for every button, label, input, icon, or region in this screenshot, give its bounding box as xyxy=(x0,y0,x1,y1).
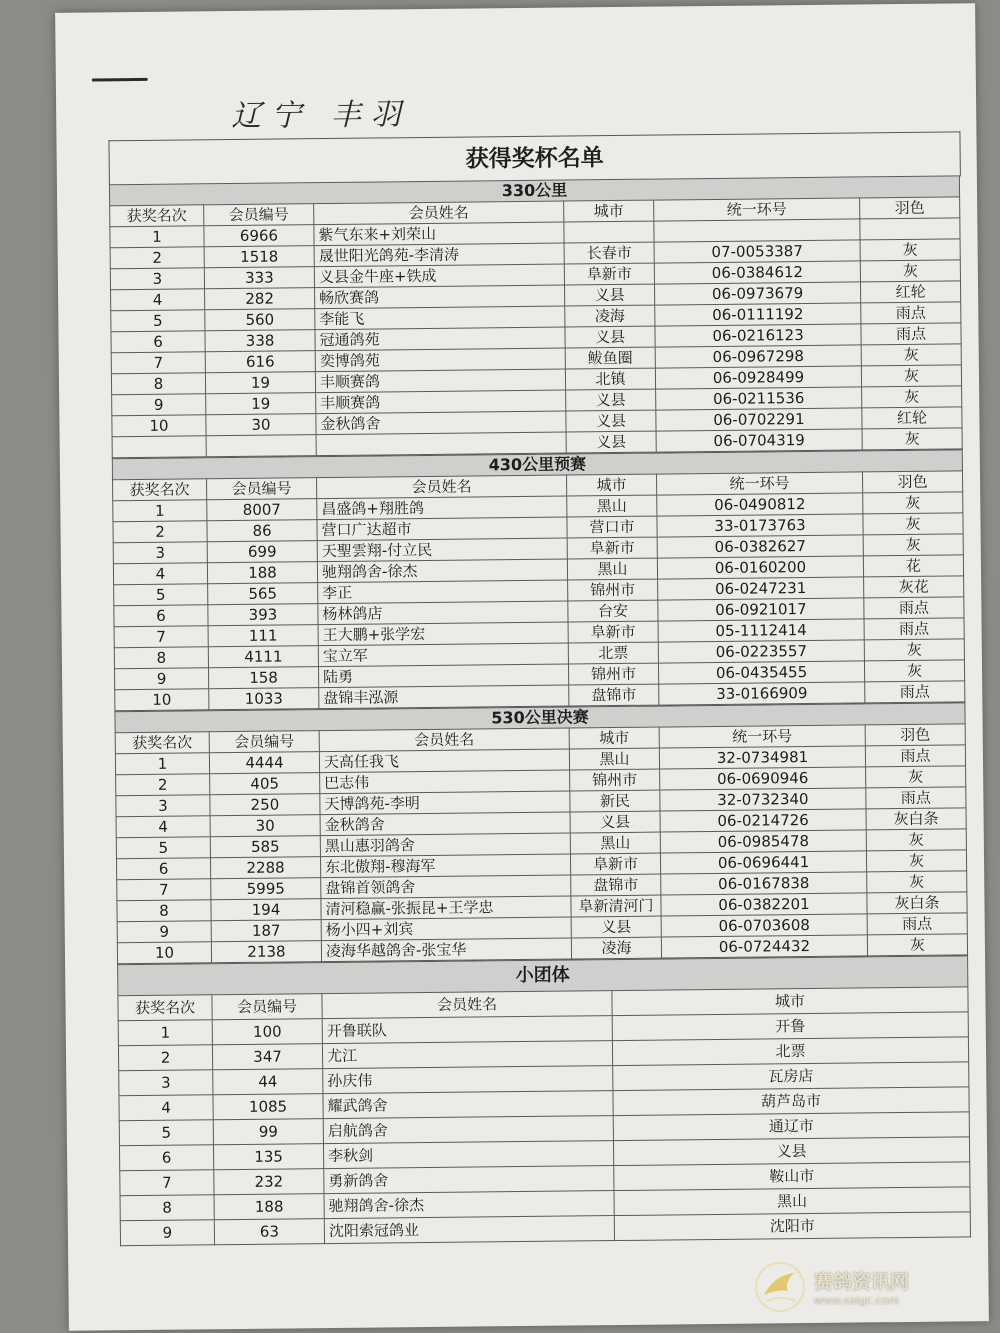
member-no-cell: 86 xyxy=(207,520,317,542)
column-header-ring-no: 统一环号 xyxy=(656,472,862,495)
ring-no-cell: 32-0732340 xyxy=(660,788,866,811)
rank-cell: 3 xyxy=(113,542,207,564)
small-team-table xyxy=(117,955,971,1246)
ring-no-cell: 32-0734981 xyxy=(659,746,865,769)
rank-cell: 10 xyxy=(115,689,209,711)
city-cell: 北镇 xyxy=(565,368,655,390)
color-cell: 灰 xyxy=(866,766,966,788)
color-cell: 雨点 xyxy=(865,681,965,703)
column-header-member-no: 会员编号 xyxy=(209,731,319,753)
color-cell: 灰 xyxy=(864,660,964,682)
member-no-cell: 4111 xyxy=(208,646,318,668)
city-cell: 黑山 xyxy=(614,1187,970,1216)
color-cell: 灰 xyxy=(863,492,963,514)
member-no-cell: 194 xyxy=(211,899,321,921)
city-cell: 黑山 xyxy=(570,832,660,854)
color-cell: 红轮 xyxy=(860,281,960,303)
member-name-cell: 李秋剑 xyxy=(323,1141,613,1169)
member-no-cell: 100 xyxy=(212,1019,322,1045)
member-name-cell: 杨林鸽店 xyxy=(318,601,568,625)
pigeon-logo-icon xyxy=(754,1261,806,1313)
city-cell: 锦州市 xyxy=(570,769,660,791)
member-name-cell: 天高任我飞 xyxy=(319,749,569,773)
column-header-color: 羽色 xyxy=(860,197,960,219)
city-cell: 阜新市 xyxy=(564,263,654,285)
member-name-cell: 王大鹏+张学宏 xyxy=(318,622,568,646)
ring-no-cell: 06-0724432 xyxy=(661,935,867,958)
city-cell: 黑山 xyxy=(567,558,657,580)
city-cell: 义县 xyxy=(566,389,656,411)
column-header-city: 城市 xyxy=(612,987,968,1016)
member-name-cell: 金秋鸽舍 xyxy=(316,411,566,435)
member-no-cell: 585 xyxy=(210,836,320,858)
member-no-cell: 250 xyxy=(210,794,320,816)
rank-cell: 4 xyxy=(116,816,210,838)
member-name-cell: 紫气东来+刘荣山 xyxy=(314,222,564,246)
member-name-cell: 耀武鸽舍 xyxy=(323,1091,613,1119)
color-cell: 花 xyxy=(863,555,963,577)
member-no-cell: 333 xyxy=(204,267,314,289)
member-name-cell: 宝立军 xyxy=(318,643,568,667)
color-cell: 雨点 xyxy=(861,302,961,324)
rank-cell: 8 xyxy=(117,900,211,922)
city-cell: 义县 xyxy=(613,1137,969,1166)
color-cell: 雨点 xyxy=(865,745,965,767)
member-no-cell: 188 xyxy=(207,562,317,584)
column-header-color: 羽色 xyxy=(862,471,962,493)
ring-no-cell: 07-0053387 xyxy=(654,240,860,263)
ring-no-cell: 06-0985478 xyxy=(660,830,866,853)
ring-no-cell: 06-0928499 xyxy=(655,366,861,389)
section-table xyxy=(114,702,968,964)
column-header-rank: 获奖名次 xyxy=(115,732,209,754)
column-header-member-name: 会员姓名 xyxy=(322,991,612,1019)
member-no-cell: 2288 xyxy=(210,857,320,879)
member-no-cell: 560 xyxy=(205,309,315,331)
member-name-cell: 李能飞 xyxy=(315,306,565,330)
member-name-cell: 晟世阳光鸽苑-李清涛 xyxy=(314,243,564,267)
ring-no-cell: 06-0160200 xyxy=(657,556,863,579)
column-header-rank: 获奖名次 xyxy=(110,205,204,227)
column-header-member-name: 会员姓名 xyxy=(317,475,567,499)
color-cell: 雨点 xyxy=(867,913,967,935)
city-cell: 盘锦市 xyxy=(571,874,661,896)
city-cell: 义县 xyxy=(566,410,656,432)
member-no-cell: 1518 xyxy=(204,246,314,268)
member-no-cell: 2138 xyxy=(211,941,321,963)
color-cell: 灰 xyxy=(864,639,964,661)
city-cell: 阜新清河门 xyxy=(571,895,661,917)
member-no-cell xyxy=(206,435,316,457)
column-header-ring-no: 统一环号 xyxy=(654,198,860,221)
ring-no-cell xyxy=(654,219,860,242)
member-no-cell: 1085 xyxy=(213,1094,323,1120)
member-no-cell: 8007 xyxy=(207,499,317,521)
column-header-ring-no: 统一环号 xyxy=(659,725,865,748)
column-header-member-name: 会员姓名 xyxy=(319,728,569,752)
rank-cell: 5 xyxy=(114,584,208,606)
member-name-cell: 营口广达超市 xyxy=(317,517,567,541)
rank-cell: 2 xyxy=(118,1045,212,1071)
rank-cell: 8 xyxy=(114,647,208,669)
member-name-cell: 驰翔鸽舍-徐杰 xyxy=(317,559,567,583)
city-cell: 新民 xyxy=(570,790,660,812)
rank-cell: 5 xyxy=(111,310,205,332)
member-name-cell: 巴志伟 xyxy=(320,770,570,794)
city-cell: 凌海 xyxy=(571,937,661,959)
member-no-cell: 405 xyxy=(210,773,320,795)
ring-no-cell: 06-0223557 xyxy=(658,640,864,663)
member-no-cell: 232 xyxy=(214,1169,324,1195)
member-name-cell: 孙庆伟 xyxy=(323,1066,613,1094)
rank-cell: 9 xyxy=(117,921,211,943)
rank-cell: 7 xyxy=(120,1170,214,1196)
rank-cell: 10 xyxy=(112,415,206,437)
member-name-cell: 勇新鸽舍 xyxy=(324,1166,614,1194)
rank-cell: 1 xyxy=(115,753,209,775)
rank-cell: 4 xyxy=(111,289,205,311)
city-cell: 营口市 xyxy=(567,516,657,538)
member-no-cell: 1033 xyxy=(209,688,319,710)
member-name-cell: 黑山惠羽鸽舍 xyxy=(320,833,570,857)
ring-no-cell: 33-0166909 xyxy=(659,682,865,705)
rank-cell: 3 xyxy=(119,1070,213,1096)
city-cell: 通辽市 xyxy=(613,1112,969,1141)
section-table xyxy=(109,175,963,458)
member-name-cell: 冠通鸽苑 xyxy=(315,327,565,351)
rank-cell: 1 xyxy=(110,226,204,248)
watermark-url: www.saigc.com xyxy=(814,1294,900,1307)
rank-cell: 2 xyxy=(116,774,210,796)
ring-no-cell: 06-0973679 xyxy=(654,282,860,305)
city-cell: 葫芦岛市 xyxy=(613,1087,969,1116)
color-cell: 灰 xyxy=(860,239,960,261)
member-no-cell: 19 xyxy=(205,372,315,394)
color-cell: 灰 xyxy=(867,934,967,956)
ring-no-cell: 06-0690946 xyxy=(660,767,866,790)
member-no-cell: 44 xyxy=(213,1069,323,1095)
rank-cell: 2 xyxy=(113,521,207,543)
column-header-member-name: 会员姓名 xyxy=(314,201,564,225)
member-no-cell: 282 xyxy=(205,288,315,310)
ring-no-cell: 06-0490812 xyxy=(657,493,863,516)
member-name-cell: 丰顺赛鸽 xyxy=(316,390,566,414)
city-cell: 黑山 xyxy=(567,495,657,517)
section-title: 530公里决赛 xyxy=(115,703,965,733)
member-no-cell: 30 xyxy=(210,815,320,837)
member-no-cell: 188 xyxy=(214,1194,324,1220)
member-name-cell: 凌海华越鸽舍-张宝华 xyxy=(321,938,571,962)
city-cell: 阜新市 xyxy=(570,853,660,875)
member-name-cell: 天聖雲翔-付立民 xyxy=(317,538,567,562)
member-name-cell: 驰翔鸽舍-徐杰 xyxy=(324,1191,614,1219)
watermark-name: 赛鸽资讯网 xyxy=(814,1271,910,1293)
city-cell: 义县 xyxy=(566,431,656,453)
rank-cell: 4 xyxy=(119,1095,213,1121)
column-header-member-no: 会员编号 xyxy=(204,204,314,226)
city-cell: 开鲁 xyxy=(612,1012,968,1041)
color-cell: 灰 xyxy=(863,513,963,535)
color-cell xyxy=(860,218,960,240)
city-cell: 台安 xyxy=(568,600,658,622)
ring-no-cell: 06-0216123 xyxy=(655,324,861,347)
city-cell: 义县 xyxy=(570,811,660,833)
ring-no-cell: 06-0111192 xyxy=(655,303,861,326)
member-name-cell: 天博鸽苑-李明 xyxy=(320,791,570,815)
handwritten-dash xyxy=(92,78,148,82)
ring-no-cell: 06-0211536 xyxy=(656,387,862,410)
color-cell: 灰 xyxy=(862,428,962,450)
rank-cell: 6 xyxy=(111,331,205,353)
member-name-cell: 盘锦首领鸽舍 xyxy=(321,875,571,899)
rank-cell xyxy=(112,436,206,458)
city-cell: 锦州市 xyxy=(568,579,658,601)
ring-no-cell: 06-0967298 xyxy=(655,345,861,368)
column-header-city: 城市 xyxy=(569,727,659,749)
color-cell: 灰 xyxy=(866,829,966,851)
color-cell: 灰 xyxy=(867,871,967,893)
city-cell: 鲅鱼圈 xyxy=(565,347,655,369)
member-name-cell: 李正 xyxy=(318,580,568,604)
rank-cell: 6 xyxy=(119,1145,213,1171)
rank-cell: 10 xyxy=(117,942,211,964)
city-cell: 义县 xyxy=(565,284,655,306)
ring-no-cell: 06-0247231 xyxy=(658,577,864,600)
member-name-cell: 杨小四+刘宾 xyxy=(321,917,571,941)
member-no-cell: 187 xyxy=(211,920,321,942)
member-no-cell: 99 xyxy=(213,1119,323,1145)
color-cell: 灰 xyxy=(866,850,966,872)
color-cell: 灰花 xyxy=(864,576,964,598)
member-no-cell: 4444 xyxy=(209,752,319,774)
rank-cell: 7 xyxy=(114,626,208,648)
watermark xyxy=(754,1257,974,1317)
member-name-cell: 清河稳赢-张振昆+王学忠 xyxy=(321,896,571,920)
city-cell: 阜新市 xyxy=(568,621,658,643)
member-name-cell: 沈阳索冠鸽业 xyxy=(324,1216,614,1244)
member-name-cell: 丰顺赛鸽 xyxy=(315,369,565,393)
ring-no-cell: 06-0704319 xyxy=(656,429,862,452)
city-cell: 锦州市 xyxy=(568,663,658,685)
member-name-cell: 尤江 xyxy=(322,1041,612,1069)
city-cell: 鞍山市 xyxy=(614,1162,970,1191)
member-no-cell: 30 xyxy=(206,414,316,436)
ring-no-cell: 06-0696441 xyxy=(660,851,866,874)
member-no-cell: 111 xyxy=(208,625,318,647)
member-no-cell: 63 xyxy=(214,1219,324,1245)
color-cell: 灰 xyxy=(861,344,961,366)
city-cell: 北票 xyxy=(612,1037,968,1066)
color-cell: 雨点 xyxy=(861,323,961,345)
rank-cell: 9 xyxy=(112,394,206,416)
city-cell: 沈阳市 xyxy=(614,1212,970,1241)
color-cell: 灰白条 xyxy=(867,892,967,914)
color-cell: 灰白条 xyxy=(866,808,966,830)
ring-no-cell: 06-0702291 xyxy=(656,408,862,431)
paper-sheet xyxy=(55,3,989,1331)
member-name-cell: 昌盛鸽+翔胜鸽 xyxy=(317,496,567,520)
member-name-cell: 陆勇 xyxy=(318,664,568,688)
rank-cell: 8 xyxy=(111,373,205,395)
ring-no-cell: 06-0214726 xyxy=(660,809,866,832)
section-table xyxy=(112,449,966,711)
handwritten-note xyxy=(231,89,411,135)
rank-cell: 9 xyxy=(114,668,208,690)
color-cell: 红轮 xyxy=(862,407,962,429)
handwritten-club: 丰羽 xyxy=(330,97,411,133)
column-header-member-no: 会员编号 xyxy=(207,478,317,500)
member-name-cell: 金秋鸽舍 xyxy=(320,812,570,836)
document-title: 获得奖杯名单 xyxy=(108,131,960,185)
member-no-cell: 338 xyxy=(205,330,315,352)
rank-cell: 2 xyxy=(110,247,204,269)
color-cell: 灰 xyxy=(863,534,963,556)
city-cell: 义县 xyxy=(565,326,655,348)
column-header-city: 城市 xyxy=(566,474,656,496)
member-no-cell: 158 xyxy=(208,667,318,689)
ring-no-cell: 05-1112414 xyxy=(658,619,864,642)
column-header-member-no: 会员编号 xyxy=(212,994,322,1020)
member-no-cell: 135 xyxy=(213,1144,323,1170)
member-name-cell xyxy=(316,432,566,456)
city-cell: 北票 xyxy=(568,642,658,664)
rank-cell: 4 xyxy=(113,563,207,585)
ring-no-cell: 33-0173763 xyxy=(657,514,863,537)
column-header-city: 城市 xyxy=(564,200,654,222)
city-cell: 阜新市 xyxy=(567,537,657,559)
rank-cell: 9 xyxy=(120,1220,214,1246)
member-name-cell: 畅欣赛鸽 xyxy=(315,285,565,309)
ring-no-cell: 06-0382627 xyxy=(657,535,863,558)
color-cell: 灰 xyxy=(860,260,960,282)
award-sections xyxy=(109,175,970,1246)
member-no-cell: 565 xyxy=(208,583,318,605)
ring-no-cell: 06-0921017 xyxy=(658,598,864,621)
color-cell: 雨点 xyxy=(864,618,964,640)
member-no-cell: 616 xyxy=(205,351,315,373)
ring-no-cell: 06-0435455 xyxy=(658,661,864,684)
rank-cell: 7 xyxy=(117,879,211,901)
section-title: 小团体 xyxy=(118,956,968,996)
color-cell: 雨点 xyxy=(864,597,964,619)
rank-cell: 8 xyxy=(120,1195,214,1221)
column-header-rank: 获奖名次 xyxy=(118,995,212,1021)
member-no-cell: 347 xyxy=(212,1044,322,1070)
member-name-cell: 盘锦丰泓源 xyxy=(319,685,569,709)
section-title: 330公里 xyxy=(109,176,959,206)
city-cell xyxy=(564,221,654,243)
member-no-cell: 699 xyxy=(207,541,317,563)
color-cell: 雨点 xyxy=(866,787,966,809)
member-no-cell: 5995 xyxy=(211,878,321,900)
rank-cell: 5 xyxy=(116,837,210,859)
city-cell: 长春市 xyxy=(564,242,654,264)
member-no-cell: 393 xyxy=(208,604,318,626)
city-cell: 盘锦市 xyxy=(569,684,659,706)
rank-cell: 1 xyxy=(113,500,207,522)
ring-no-cell: 06-0382201 xyxy=(661,893,867,916)
column-header-rank: 获奖名次 xyxy=(113,479,207,501)
member-no-cell: 6966 xyxy=(204,225,314,247)
member-name-cell: 开鲁联队 xyxy=(322,1016,612,1044)
member-no-cell: 19 xyxy=(206,393,316,415)
rank-cell: 6 xyxy=(114,605,208,627)
member-name-cell: 启航鸽舍 xyxy=(323,1116,613,1144)
city-cell: 义县 xyxy=(571,916,661,938)
color-cell: 灰 xyxy=(862,386,962,408)
member-name-cell: 义县金牛座+铁成 xyxy=(314,264,564,288)
ring-no-cell: 06-0703608 xyxy=(661,914,867,937)
city-cell: 黑山 xyxy=(569,748,659,770)
color-cell: 灰 xyxy=(861,365,961,387)
rank-cell: 5 xyxy=(119,1120,213,1146)
rank-cell: 3 xyxy=(110,268,204,290)
ring-no-cell: 06-0167838 xyxy=(661,872,867,895)
handwritten-region: 辽宁 xyxy=(231,98,312,135)
column-header-color: 羽色 xyxy=(865,724,965,746)
member-name-cell: 东北傲翔-穆海军 xyxy=(320,854,570,878)
rank-cell: 1 xyxy=(118,1020,212,1046)
city-cell: 凌海 xyxy=(565,305,655,327)
section-title: 430公里预赛 xyxy=(112,450,962,480)
rank-cell: 6 xyxy=(116,858,210,880)
member-name-cell: 奕博鸽苑 xyxy=(315,348,565,372)
rank-cell: 7 xyxy=(111,352,205,374)
ring-no-cell: 06-0384612 xyxy=(654,261,860,284)
rank-cell: 3 xyxy=(116,795,210,817)
city-cell: 瓦房店 xyxy=(613,1062,969,1091)
